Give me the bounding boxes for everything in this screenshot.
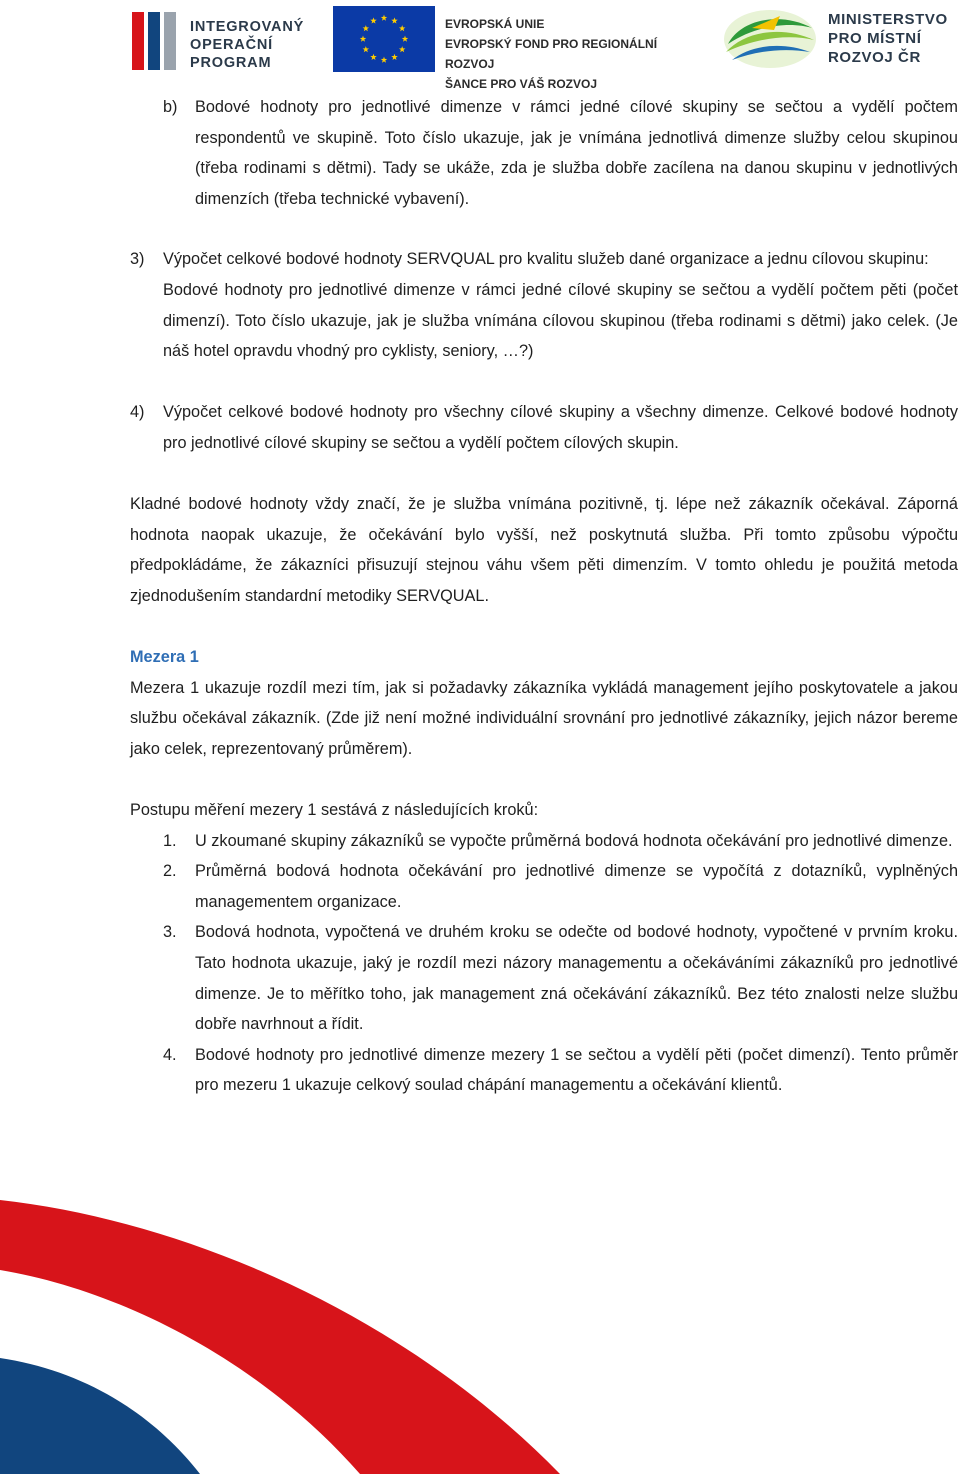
list-item-4 bbox=[130, 397, 958, 458]
eu-logo bbox=[333, 4, 693, 91]
iop-logo bbox=[132, 4, 308, 72]
list-marker: 4) bbox=[130, 403, 145, 422]
step-item bbox=[163, 917, 958, 1039]
list-item-b bbox=[130, 92, 958, 214]
list-item-title: Výpočet celkové bodové hodnoty SERVQUAL pro kvalitu služeb dané organizace a jednu cílovou skupinu: bbox=[163, 250, 929, 269]
iop-logo-mark bbox=[132, 4, 184, 72]
list-marker: 3) bbox=[130, 250, 145, 269]
header-logos bbox=[0, 0, 960, 91]
list-item-text: Bodové hodnoty pro jednotlivé dimenze v rámci jedné cílové skupiny se sečtou a vydělí počtem respondentů ve skupině. Toto číslo ukazuje, jak je vnímána jednotlivá dimenze služby celou skupinou (třeba rodinami s dětmi). Tady se ukáže, zda je služba dobře zacílena na danou skupinu v jednotlivých dimenzích (třeba technické vybavení). bbox=[195, 98, 958, 208]
document-body bbox=[130, 92, 958, 1101]
mmr-logo-mark-icon bbox=[722, 8, 818, 70]
step-marker: 3. bbox=[163, 923, 177, 942]
step-item bbox=[163, 1040, 958, 1101]
step-item bbox=[163, 826, 958, 857]
flag-swoosh-decoration bbox=[0, 1200, 560, 1474]
list-item-3 bbox=[130, 244, 958, 366]
list-item-text: Výpočet celkové bodové hodnoty pro všechny cílové skupiny a všechny dimenze. Celkové bodové hodnoty pro jednotlivé cílové skupiny se sečtou a vydělí počtem cílových skupin. bbox=[163, 403, 958, 452]
step-marker: 2. bbox=[163, 862, 177, 881]
list-item-text: Bodové hodnoty pro jednotlivé dimenze v rámci jedné cílové skupiny se sečtou a vydělí počtem pěti (počet dimenzí). Toto číslo ukazuje, jak je služba vnímána cílovou skupinou (třeba rodinami s dětmi) jako celek. (Je náš hotel opravdu vhodný pro cyklisty, seniory, …?) bbox=[163, 280, 958, 361]
list-marker: b) bbox=[163, 98, 178, 116]
step-text: Průměrná bodová hodnota očekávání pro jednotlivé dimenze se vypočítá z dotazníků, vyplněných managementem organizace. bbox=[195, 862, 958, 911]
summary-paragraph: Kladné bodové hodnoty vždy značí, že je služba vnímána pozitivně, tj. lépe než zákazník očekával. Záporná hodnota naopak ukazuje, že očekávání bylo vyšší, než poskytnutá služba. Při tomto způsobu výpočtu předpokládáme, že zákazníci přisuzují stejnou váhu všem pěti dimenzím. V tomto ohledu je použitá metoda zjednodušením standardní metodiky SERVQUAL. bbox=[130, 495, 958, 605]
mmr-logo bbox=[722, 4, 958, 72]
step-marker: 4. bbox=[163, 1045, 177, 1064]
mezera1-paragraph: Mezera 1 ukazuje rozdíl mezi tím, jak si požadavky zákazníka vykládá management jejího poskytovatele a jakou službu očekával zákazník. (Zde již není možné individuální srovnání pro jednotlivé zákazníky, jejich názor bereme jako celek, reprezentovaný průměrem). bbox=[130, 678, 958, 758]
eu-flag-icon bbox=[333, 6, 435, 72]
eu-logo-text: EVROPSKÁ UNIE EVROPSKÝ FOND PRO REGIONÁLNÍ ROZVOJ ŠANCE PRO VÁŠ ROZVOJ bbox=[445, 17, 658, 91]
mmr-logo-text: MINISTERSTVO PRO MÍSTNÍ ROZVOJ ČR bbox=[828, 11, 948, 66]
iop-logo-text: INTEGROVANÝ OPERAČNÍ PROGRAM bbox=[190, 19, 305, 71]
step-item bbox=[163, 856, 958, 917]
steps-intro: Postupu měření mezery 1 sestává z následujících kroků: bbox=[130, 801, 539, 820]
step-text: Bodové hodnoty pro jednotlivé dimenze mezery 1 se sečtou a vydělí pěti (počet dimenzí). Tento průměr pro mezeru 1 ukazuje celkový soulad chápání managementu a očekávání klientů. bbox=[195, 1045, 958, 1095]
step-marker: 1. bbox=[163, 831, 177, 850]
section-heading: Mezera 1 bbox=[130, 648, 199, 667]
steps-list bbox=[163, 826, 958, 1101]
step-text: Bodová hodnota, vypočtená ve druhém kroku se odečte od bodové hodnoty, vypočtené v prvním kroku. Tato hodnota ukazuje, jaký je rozdíl mezi názory managementu a očekáváními zákazníků pro jednotlivé dimenze. Je to měřítko toho, jak management zná očekávání zákazníků. Bez této znalosti nelze službu dobře navrhnout a řídit. bbox=[195, 923, 958, 1034]
step-text: U zkoumané skupiny zákazníků se vypočte průměrná bodová hodnota očekávání pro jednotlivé dimenze. bbox=[195, 831, 953, 850]
